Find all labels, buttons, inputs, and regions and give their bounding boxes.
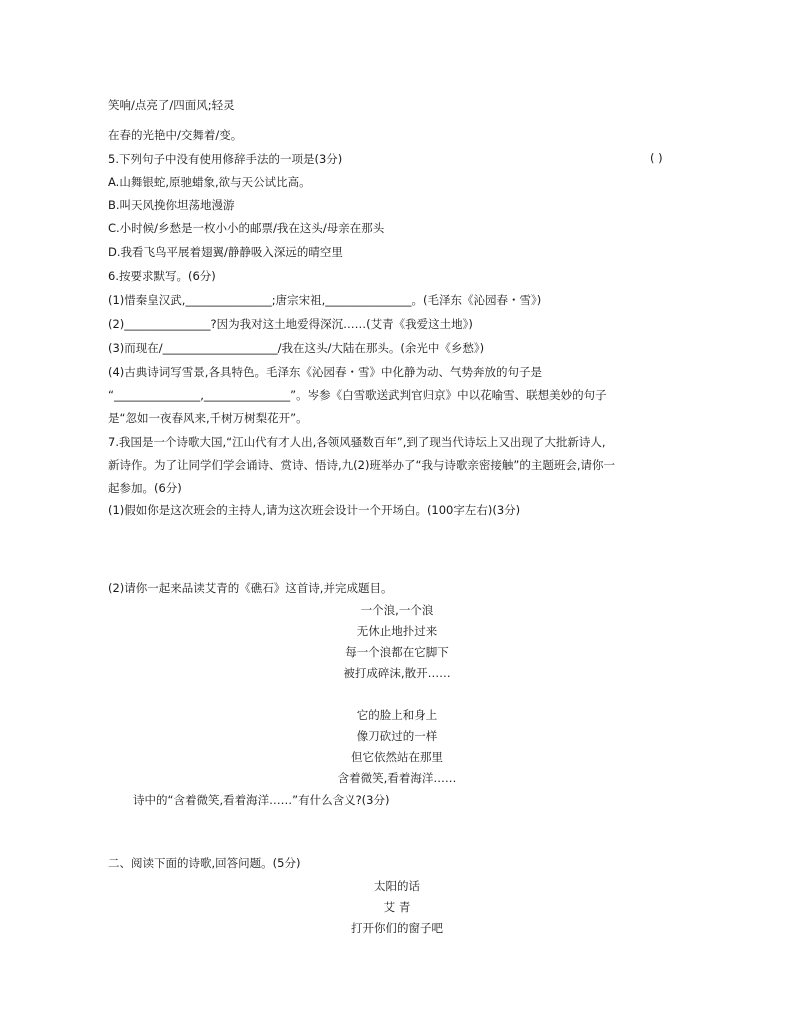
q6-item: “_______________,_______________”。岑参《白雪歌送武判官归京》中以花喻雪、联想美妙的句子: [108, 388, 607, 402]
poem-line: 打开你们的窗子吧: [351, 921, 443, 935]
section-heading: 二、阅读下面的诗歌,回答问题。(5分): [108, 856, 301, 870]
option-c: C.小时候/乡愁是一枚小小的邮票/我在这头/母亲在那头: [108, 221, 385, 235]
option-a: A.山舞银蛇,原驰蜡象,欲与天公试比高。: [108, 175, 311, 189]
q6-item: (1)惜秦皇汉武,_______________;唐宗宋祖,_______________。(毛泽东《沁园春・雪》): [108, 293, 542, 307]
poem-line: 像刀砍过的一样: [356, 729, 438, 743]
poem-title: 太阳的话: [374, 879, 420, 893]
question-6-stem: 6.按要求默写。(6分): [108, 269, 216, 283]
answer-paren: ( ): [650, 151, 663, 165]
q7-part2-stem: (2)请你一起来品读艾青的《礁石》这首诗,并完成题目。: [108, 581, 393, 595]
q6-item: 是“忽如一夜春风来,千树万树梨花开”。: [108, 411, 308, 425]
poem-line: 它的脸上和身上: [356, 708, 438, 722]
poem-line: 被打成碎沫,散开……: [343, 666, 451, 680]
poem-line: 无休止地扑过来: [356, 624, 438, 638]
option-d: D.我看飞鸟平展着翅翼/静静吸入深远的晴空里: [108, 245, 343, 259]
question-5-stem: 5.下列句子中没有使用修辞手法的一项是(3分): [108, 152, 343, 166]
q6-item: (3)而现在/____________________/我在这头/大陆在那头。(余光中《乡愁》): [108, 341, 485, 355]
option-b: B.叫天风挽你坦荡地漫游: [108, 198, 235, 212]
poem-line: 但它依然站在那里: [351, 750, 443, 764]
poem-author: 艾 青: [383, 900, 411, 914]
q6-item: (2)_______________?因为我对这土地爱得深沉……(艾青《我爱这土地》): [108, 317, 473, 331]
q6-item: (4)古典诗词写雪景,各具特色。毛泽东《沁园春・雪》中化静为动、气势奔放的句子是: [108, 365, 542, 379]
poem-line: 笑响/点亮了/四面风;轻灵: [108, 98, 235, 112]
poem-line: 每一个浪都在它脚下: [345, 645, 449, 659]
q7-part2-question: 诗中的“含着微笑,看着海洋……”有什么含义?(3分): [133, 793, 390, 807]
question-7-stem: 起参加。(6分): [108, 481, 182, 495]
poem-line: 含着微笑,看着海洋……: [337, 771, 457, 785]
poem-line: 一个浪,一个浪: [360, 603, 434, 617]
question-7-stem: 新诗作。为了让同学们学会诵诗、赏诗、悟诗,九(2)班举办了“我与诗歌亲密接触”的主题班会,请你一: [108, 458, 616, 472]
q7-part1: (1)假如你是这次班会的主持人,请为这次班会设计一个开场白。(100字左右)(3分): [108, 503, 521, 517]
poem-line: 在春的光艳中/交舞着/变。: [108, 128, 243, 142]
question-7-stem: 7.我国是一个诗歌大国,“江山代有才人出,各领风骚数百年”,到了现当代诗坛上又出现了大批新诗人,: [108, 435, 606, 449]
